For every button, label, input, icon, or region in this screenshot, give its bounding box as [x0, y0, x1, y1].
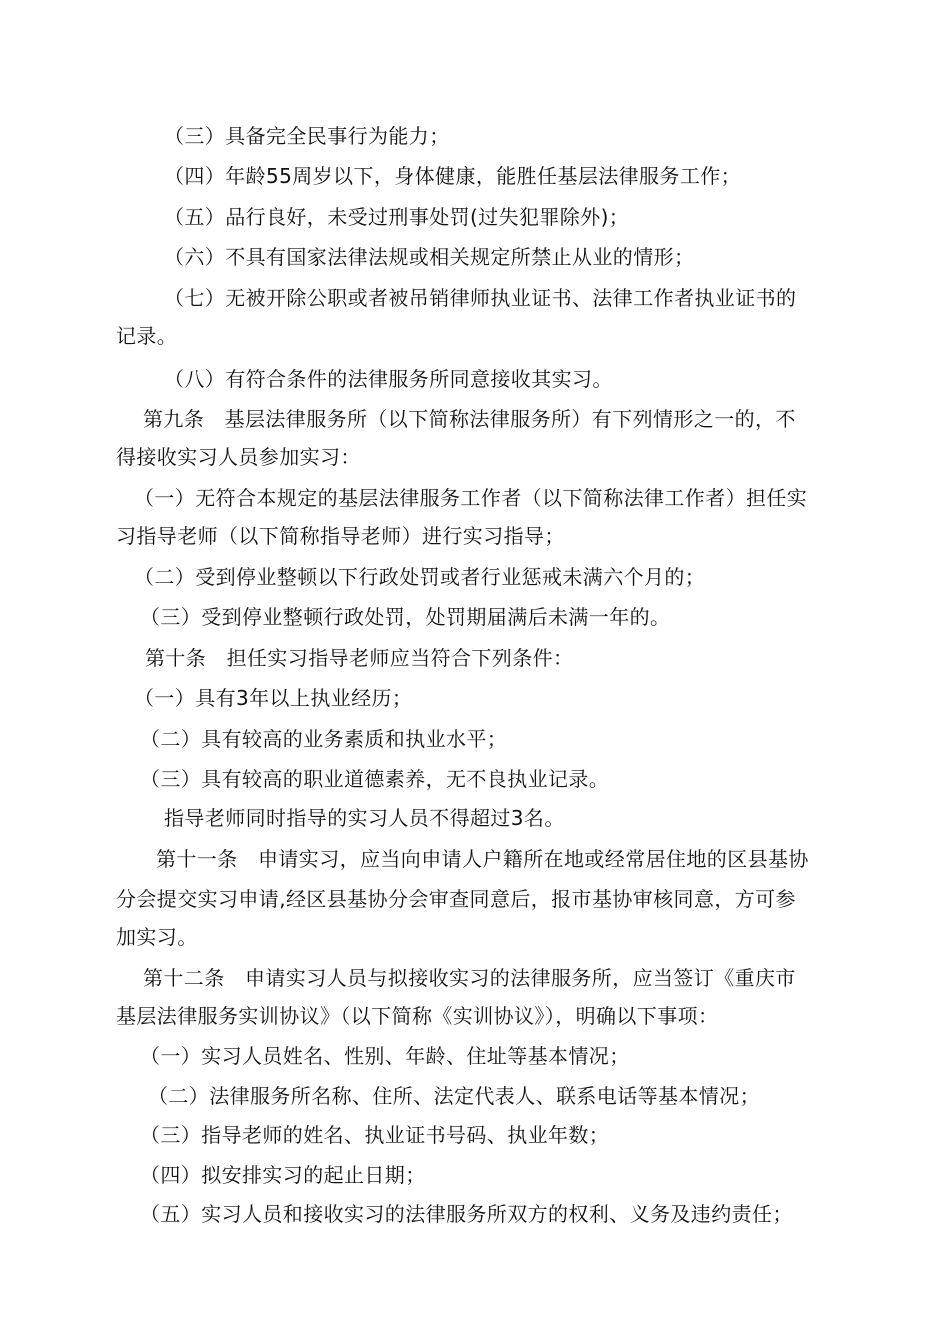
article-10-note: 指导老师同时指导的实习人员不得超过3名。 [164, 806, 565, 830]
list-item-3-capacity: （三）具备完全民事行为能力； [164, 124, 450, 148]
article-12-item-2: （二）法律服务所名称、住所、法定代表人、联系电话等基本情况； [148, 1084, 760, 1108]
article-12-item-1: （一）实习人员姓名、性别、年龄、住址等基本情况； [140, 1044, 630, 1068]
list-item-6-prohibited: （六）不具有国家法律法规或相关规定所禁止从业的情形； [164, 245, 695, 269]
article-11-cont-2: 加实习。 [116, 925, 198, 949]
article-12-heading: 第十二条 申请实习人员与拟接收实习的法律服务所，应当签订《重庆市 [143, 966, 796, 990]
article-12-item-4: （四）拟安排实习的起止日期； [140, 1163, 426, 1187]
article-9-heading: 第九条 基层法律服务所（以下简称法律服务所）有下列情形之一的，不 [143, 407, 796, 431]
article-11-heading: 第十一条 申请实习，应当向申请人户籍所在地或经常居住地的区县基协 [156, 847, 809, 871]
article-9-cont: 得接收实习人员参加实习： [116, 445, 361, 469]
article-10-item-2: （二）具有较高的业务素质和执业水平； [140, 727, 508, 751]
list-item-5-conduct: （五）品行良好，未受过刑事处罚(过失犯罪除外)； [164, 205, 630, 229]
list-item-8-acceptance: （八）有符合条件的法律服务所同意接收其实习。 [164, 367, 613, 391]
list-item-7-record-cont: 记录。 [116, 324, 178, 348]
list-item-7-record: （七）无被开除公职或者被吊销律师执业证书、法律工作者执业证书的 [164, 286, 797, 310]
article-12-item-5: （五）实习人员和接收实习的法律服务所双方的权利、义务及违约责任； [140, 1202, 793, 1226]
article-10-heading: 第十条 担任实习指导老师应当符合下列条件： [145, 646, 574, 670]
article-10-item-1: （一）具有3年以上执业经历； [134, 686, 413, 710]
article-12-item-3: （三）指导老师的姓名、执业证书号码、执业年数； [140, 1123, 610, 1147]
article-11-cont-1: 分会提交实习申请,经区县基协分会审查同意后，报市基协审核同意，方可参 [116, 887, 796, 911]
article-10-item-3: （三）具有较高的职业道德素养，无不良执业记录。 [140, 767, 610, 791]
article-12-cont: 基层法律服务实训协议》（以下简称《实训协议》），明确以下事项： [116, 1004, 719, 1028]
list-item-4-age: （四）年龄55周岁以下，身体健康，能胜任基层法律服务工作； [164, 164, 742, 188]
article-9-item-3: （三）受到停业整顿行政处罚，处罚期届满后未满一年的。 [140, 605, 671, 629]
article-9-item-1: （一）无符合本规定的基层法律服务工作者（以下简称法律工作者）担任实 [134, 486, 808, 510]
article-9-item-1-cont: 习指导老师（以下简称指导老师）进行实习指导； [116, 524, 565, 548]
article-9-item-2: （二）受到停业整顿以下行政处罚或者行业惩戒未满六个月的； [134, 565, 706, 589]
